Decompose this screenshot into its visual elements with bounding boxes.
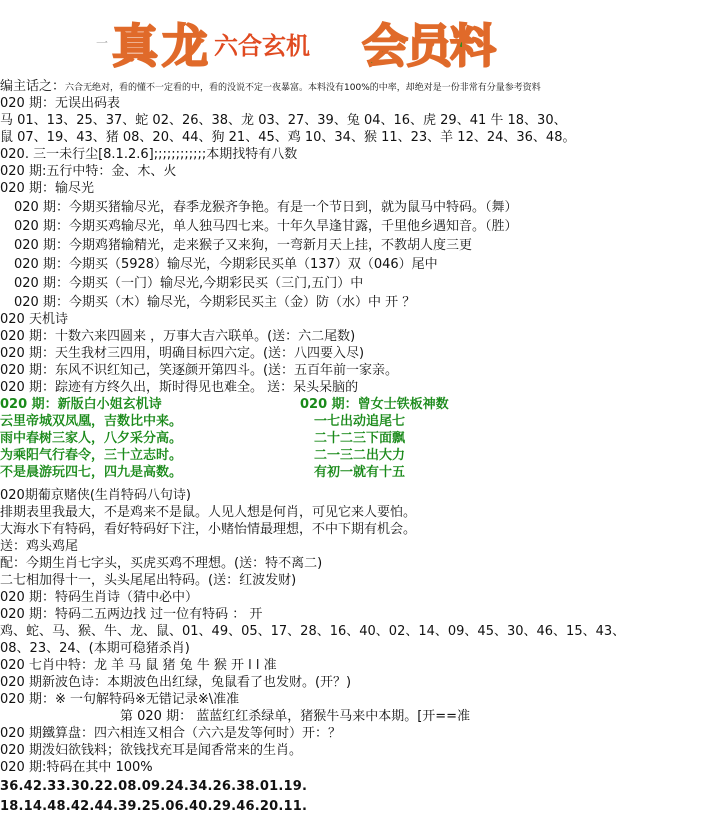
green-right-line: 020 期：曾女士铁板神数 [300,397,449,412]
text-line: 020 期：※ 一句解特码※无错记录※\准准 [0,692,240,707]
text-line: 020 期：特码二五两边找 过一位有特码 ： 开 [0,607,263,622]
poem-line: 020 期：东风不识红知己，笑逐颜开第四斗。(送：五百年前一家亲。 [0,363,399,378]
lose-line: 020 期：今期买（5928）输尽光，今期彩民买单（137）双（046）尾中 [14,257,438,272]
green-right-line: 二一三二出大力 [314,448,406,463]
text-line: 排期表里我最大，不是鸡来不是鼠。人见人想是何肖，可见它来人要怕。 [0,505,417,520]
section-title-lose: 020 期：输尽光 [0,181,94,196]
banner-char-1: 真 [112,19,156,73]
section-title-poem: 020 天机诗 [0,312,68,327]
text-line: 020 期泼妇欲钱料；欲钱找充耳是闻香常来的生肖。 [0,743,302,758]
green-left-line: 不是晨游玩四七，四九是高数。 [0,465,183,480]
banner-char-2: 龙 [162,19,206,73]
text-line: 大海水下有特码，看好特码好下注，小赌怡情最理想，不中下期有机会。 [0,522,417,537]
green-left-line: 为乘阳气行春令，三十立志时。 [0,448,183,463]
poem-line: 020 期：踪迹有方终久出，斯时得见也难全。 送：呆头呆脑的 [0,380,359,395]
text-line: 鸡、蛇、马、猴、牛、龙、鼠、01、49、05、17、28、16、40、02、14、09、45、30、46、15、43、 [0,624,626,639]
banner-member-title: 会员料 [362,19,494,73]
text-line: 020 期鐵算盘：四六相连又相合（六六是发等何时）开：？ [0,726,341,741]
editor-note-text: 六合无绝对，看的懂不一定看的中，看的没说不定一夜暴富。本料没有100%的中率，却绝对是一份非常有分量参考资料 [65,83,541,93]
numbers-row-1: 36.42.33.30.22.08.09.24.34.26.38.01.19. [0,779,308,794]
lose-line: 020 期：今期买鸡输尽光，单人独马四七来。十年久旱逢甘露，千里他乡遇知音。（胜） [14,219,518,234]
poem-line: 020 期：十数六来四圆来 ，万事大吉六联单。(送：六二尾数) [0,329,356,344]
banner-dash: 一 [96,36,109,50]
text-line: 020 期：特码生肖诗（猜中必中） [0,590,198,605]
text-line: 020 七肖中特：龙 羊 马 鼠 猪 兔 牛 猴 开 l l 准 [0,658,277,673]
green-left-line: 云里帝城双凤凰，吉数比中来。 [0,414,183,429]
green-right-line: 一七出动追尾七 [314,414,406,429]
codes-row-1: 马 01、13、25、37、蛇 02、26、38、龙 03、27、39、兔 04、16、虎 29、41 牛 18、30、 [0,113,567,128]
editor-note-label: 编主话之： [0,79,66,94]
codes-row-2: 鼠 07、19、43、猪 08、20、44、狗 21、45、鸡 10、34、猴 11、23、羊 12、24、36、48。 [0,130,576,145]
text-line: 08、23、24、(本期可稳猪杀肖) [0,641,190,656]
green-right-line: 有初一就有十五 [314,465,406,480]
green-left-line: 020 期：新版白小姐玄机诗 [0,397,162,412]
lose-line: 020 期：今期买（木）输尽光，今期彩民买主（金）防（水）中 开 ？ [14,295,416,310]
text-line: 020期葡京赌侠(生肖特码八句诗) [0,488,191,503]
text-line: 配：今期生肖七字头，买虎买鸡不理想。(送：特不离二) [0,556,323,571]
line-san-yi: 020. 三一未行尘[8.1.2.6];;;;;;;;;;;;本期找特有八数 [0,147,298,162]
numbers-row-2: 18.14.48.42.44.39.25.06.40.29.46.20.11. [0,799,308,814]
banner-subtitle: 六合玄机 [214,31,310,60]
text-line: 送：鸡头鸡尾 [0,539,79,554]
poem-line: 020 期：天生我材三四用，明确目标四六定。(送：八四要入尽) [0,346,365,361]
text-line: 二七相加得十一，头头尾尾出特码。(送：红波发财) [0,573,297,588]
text-line: 020 期:特码在其中 100% [0,760,153,775]
text-line: 020 期新波色诗：本期波色出红绿，兔鼠看了也发财。(开？) [0,675,352,690]
title-banner [90,6,530,73]
lose-line: 020 期：今期鸡猪输精光，走来猴子又来狗，一弯新月天上挂，不教胡人度三更 [14,238,472,253]
lose-line: 020 期：今期买（一门）输尽光,今期彩民买（三门,五门）中 [14,276,364,291]
line-wuxing: 020 期:五行中特：金、木、火 [0,164,177,179]
lose-line: 020 期：今期买猪输尽光，春季龙猴齐争艳。有是一个节日到，就为鼠马中特码。（舞） [14,200,518,215]
green-right-line: 二十二三下面飘 [314,431,406,446]
green-left-line: 雨中春树三家人，八夕采分高。 [0,431,183,446]
section-title-codes: 020 期：无误出码表 [0,96,120,111]
text-line: 第 020 期： 蓝蓝红红杀绿单，猪猴牛马来中本期。[开==准 [120,709,471,724]
